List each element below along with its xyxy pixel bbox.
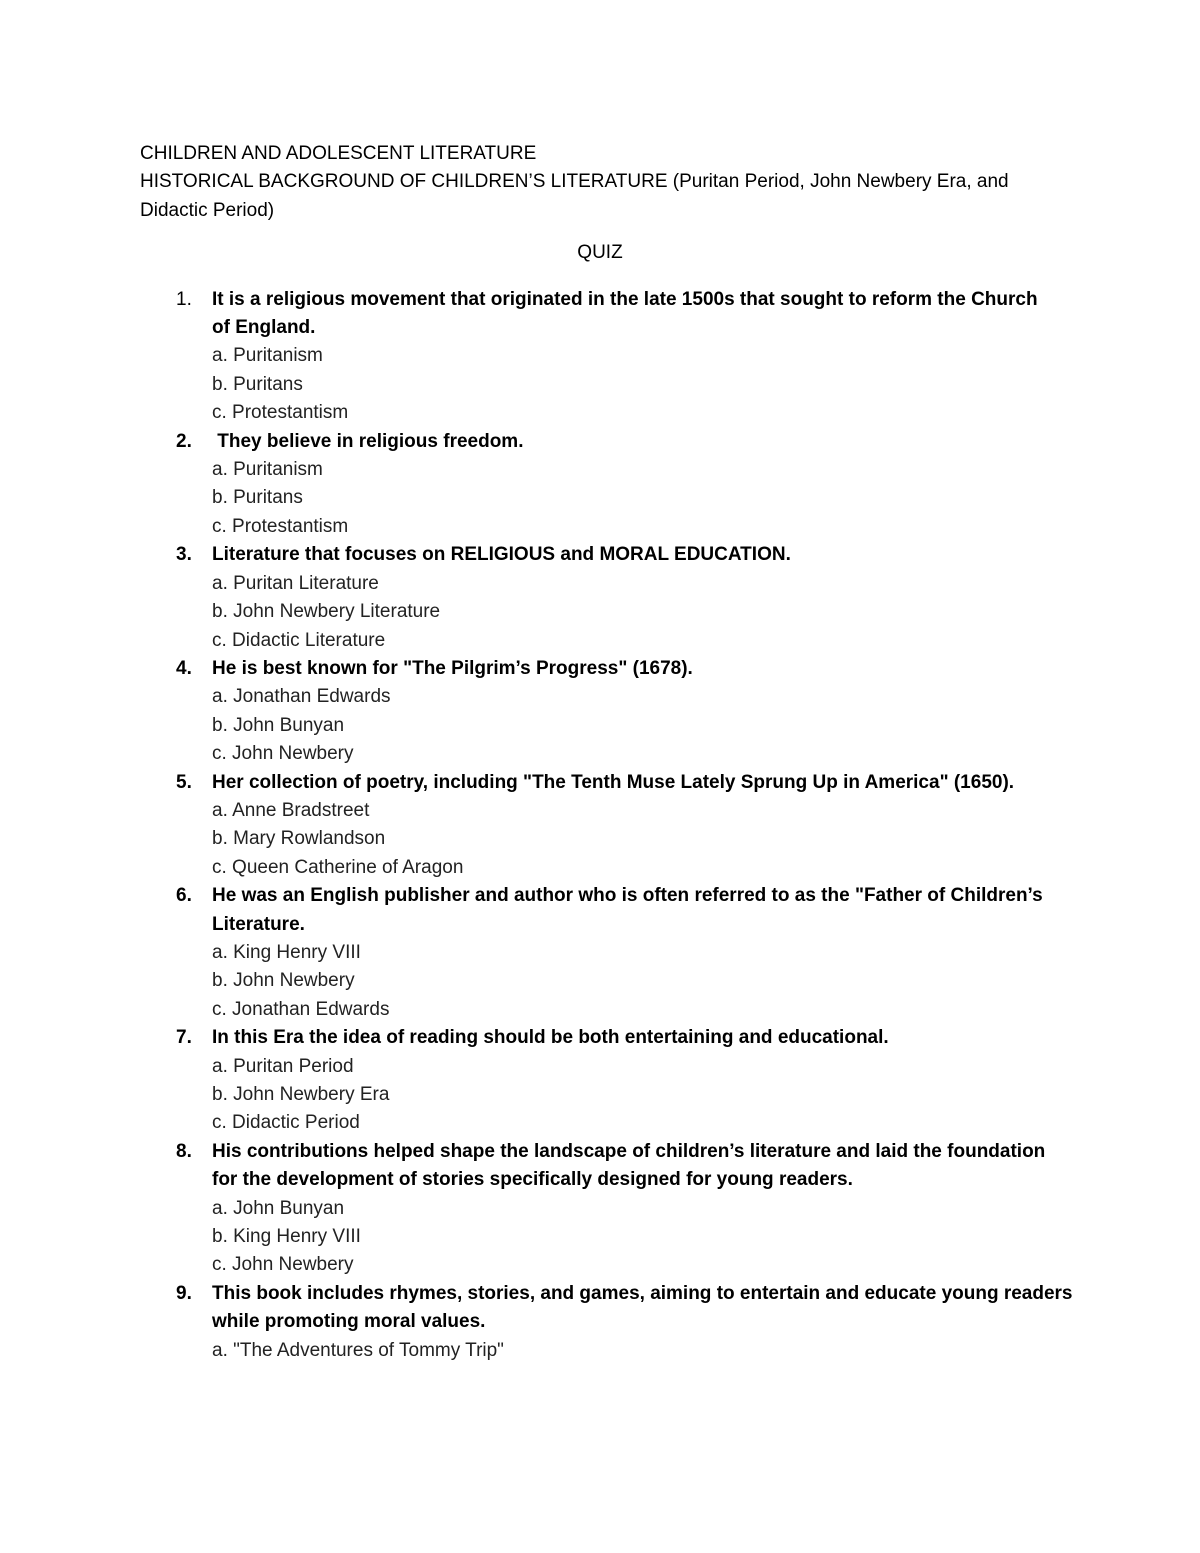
- question-6-option-3: c. Jonathan Edwards: [212, 998, 390, 1020]
- topic-line-1: HISTORICAL BACKGROUND OF CHILDREN’S LITERATURE (Puritan Period, John Newbery Era, and: [140, 171, 1009, 193]
- quiz-heading: QUIZ: [577, 242, 623, 264]
- question-4-line-1: [140, 655, 1070, 683]
- question-3-line-1: [140, 541, 1070, 569]
- question-4-option-1: a. Jonathan Edwards: [212, 686, 391, 708]
- question-number: 5.: [176, 771, 192, 793]
- question-2-line-1: [140, 428, 1070, 456]
- question-number: 7.: [176, 1027, 192, 1049]
- question-3-option-1: a. Puritan Literature: [212, 572, 379, 594]
- question-number: 8.: [176, 1140, 192, 1162]
- question-number: 3.: [176, 544, 192, 566]
- question-2-option-3: c. Protestantism: [212, 515, 349, 537]
- question-7-option-1: a. Puritan Period: [212, 1055, 354, 1077]
- question-2-option-1: a. Puritanism: [212, 459, 323, 481]
- question-text: while promoting moral values.: [212, 1311, 486, 1333]
- question-1-line-2: [140, 314, 1070, 342]
- question-6-line-2: [140, 911, 1070, 939]
- question-9-line-2: [140, 1308, 1070, 1336]
- question-text: His contributions helped shape the landscape of children’s literature and laid the foundation: [212, 1140, 1046, 1162]
- question-text: He is best known for "The Pilgrim’s Progress" (1678).: [212, 657, 693, 679]
- course-title: CHILDREN AND ADOLESCENT LITERATURE: [140, 143, 537, 164]
- question-text: He was an English publisher and author who is often referred to as the "Father of Children’s: [212, 885, 1043, 907]
- question-1-option-3: c. Protestantism: [212, 402, 349, 424]
- question-5-option-3: c. Queen Catherine of Aragon: [212, 856, 464, 878]
- question-6-line-1: [140, 882, 1070, 910]
- question-1-line-1: [140, 286, 1070, 314]
- question-8-option-1: a. John Bunyan: [212, 1197, 345, 1219]
- question-text: This book includes rhymes, stories, and games, aiming to entertain and educate young readers: [212, 1282, 1073, 1304]
- question-number: 1.: [176, 288, 192, 310]
- question-7-option-3: c. Didactic Period: [212, 1112, 360, 1134]
- question-3-option-2: b. John Newbery Literature: [212, 601, 441, 623]
- question-4-option-3: c. John Newbery: [212, 743, 354, 765]
- document-content: [140, 140, 1073, 1365]
- question-5-option-2: b. Mary Rowlandson: [212, 828, 386, 850]
- question-4-option-2: b. John Bunyan: [212, 714, 345, 736]
- question-9-line-1: [140, 1280, 1073, 1308]
- question-8-option-2: b. King Henry VIII: [212, 1226, 361, 1248]
- question-text: for the development of stories specifically designed for young readers.: [212, 1169, 853, 1191]
- question-text: In this Era the idea of reading should be both entertaining and educational.: [212, 1027, 889, 1049]
- question-6-option-1: a. King Henry VIII: [212, 941, 361, 963]
- question-text: Literature that focuses on RELIGIOUS and MORAL EDUCATION.: [212, 544, 791, 566]
- question-2-option-2: b. Puritans: [212, 487, 303, 509]
- question-1-option-1: a. Puritanism: [212, 345, 323, 367]
- question-7-line-1: [140, 1024, 1070, 1052]
- question-3-option-3: c. Didactic Literature: [212, 629, 386, 651]
- question-text: Her collection of poetry, including "The Tenth Muse Lately Sprung Up in America" (1650).: [212, 771, 1015, 793]
- question-5-option-1: a. Anne Bradstreet: [212, 799, 370, 821]
- question-list: [140, 286, 1073, 1365]
- question-text: of England.: [212, 317, 316, 339]
- question-text: They believe in religious freedom.: [212, 430, 524, 452]
- question-8-line-1: [140, 1138, 1070, 1166]
- question-number: 2.: [176, 430, 192, 452]
- question-text: Literature.: [212, 913, 305, 935]
- question-9-option-1: a. "The Adventures of Tommy Trip": [212, 1339, 504, 1361]
- question-8-option-3: c. John Newbery: [212, 1254, 354, 1276]
- question-number: 6.: [176, 885, 192, 907]
- question-8-line-2: [140, 1166, 1070, 1194]
- topic-line-2: Didactic Period): [140, 199, 275, 221]
- question-7-option-2: b. John Newbery Era: [212, 1084, 390, 1105]
- question-5-line-1: [140, 769, 1070, 797]
- question-text: It is a religious movement that originated in the late 1500s that sought to reform the Church: [212, 288, 1038, 310]
- question-number: 4.: [176, 657, 192, 679]
- question-1-option-2: b. Puritans: [212, 373, 303, 395]
- question-number: 9.: [176, 1282, 192, 1304]
- question-6-option-2: b. John Newbery: [212, 970, 355, 992]
